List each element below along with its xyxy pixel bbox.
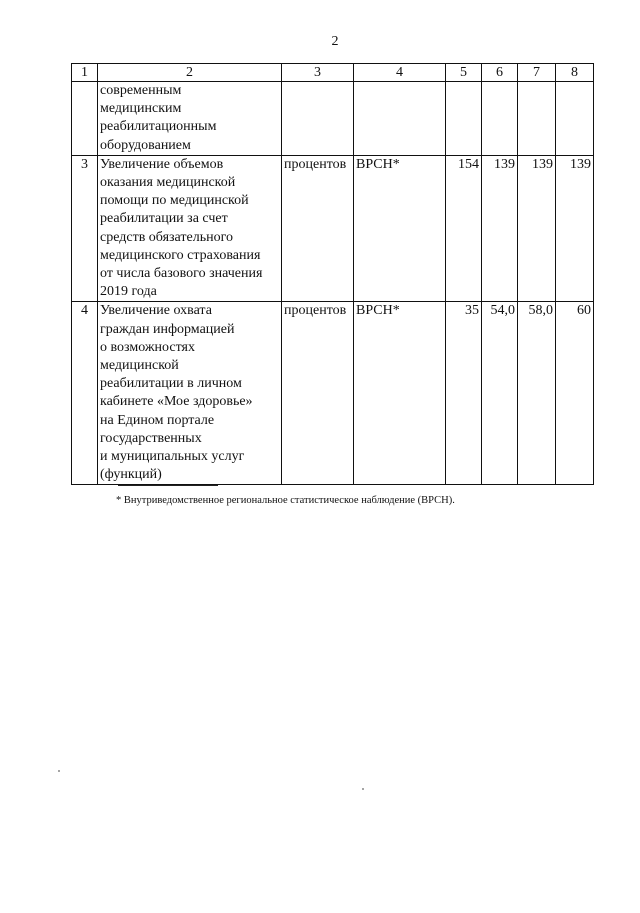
row-number-cell: [72, 82, 98, 156]
footnote-divider: [118, 485, 218, 486]
value-cell: 60: [556, 302, 594, 485]
header-cell: 3: [282, 64, 354, 82]
header-cell: 1: [72, 64, 98, 82]
row-number-cell: 4: [72, 302, 98, 485]
table-row: [72, 302, 594, 485]
indicators-table: [71, 63, 594, 485]
source-cell: ВРСН*: [354, 155, 446, 302]
value-cell: 54,0: [482, 302, 518, 485]
value-cell: 35: [446, 302, 482, 485]
header-cell: 2: [98, 64, 282, 82]
header-cell: 4: [354, 64, 446, 82]
value-cell: 139: [518, 155, 556, 302]
indicator-name-cell: Увеличение охвата граждан информацией о возможностях медицинской реабилитации в личном кабинете «Мое здоровье» на Едином портале государственных и муниципальных услуг (функций): [98, 302, 282, 485]
value-cell: [518, 82, 556, 156]
unit-cell: процентов: [282, 155, 354, 302]
value-cell: 154: [446, 155, 482, 302]
table-header-row: [72, 64, 594, 82]
value-cell: 139: [482, 155, 518, 302]
source-cell: [354, 82, 446, 156]
header-cell: 7: [518, 64, 556, 82]
row-number-cell: 3: [72, 155, 98, 302]
indicator-name-cell: Увеличение объемов оказания медицинской помощи по медицинской реабилитации за счет средств обязательного медицинского страхования от числа базового значения 2019 года: [98, 155, 282, 302]
value-cell: 58,0: [518, 302, 556, 485]
footnote: * Внутриведомственное региональное статистическое наблюдение (ВРСН).: [116, 495, 455, 506]
table-row: [72, 155, 594, 302]
header-cell: 6: [482, 64, 518, 82]
scan-speck: [58, 770, 60, 772]
value-cell: 139: [556, 155, 594, 302]
unit-cell: процентов: [282, 302, 354, 485]
unit-cell: [282, 82, 354, 156]
indicator-name-cell: современным медицинским реабилитационным оборудованием: [98, 82, 282, 156]
scan-speck: [362, 788, 364, 790]
source-cell: ВРСН*: [354, 302, 446, 485]
page-number: 2: [331, 34, 339, 49]
value-cell: [556, 82, 594, 156]
header-cell: 5: [446, 64, 482, 82]
value-cell: [446, 82, 482, 156]
header-cell: 8: [556, 64, 594, 82]
table-row: [72, 82, 594, 156]
value-cell: [482, 82, 518, 156]
